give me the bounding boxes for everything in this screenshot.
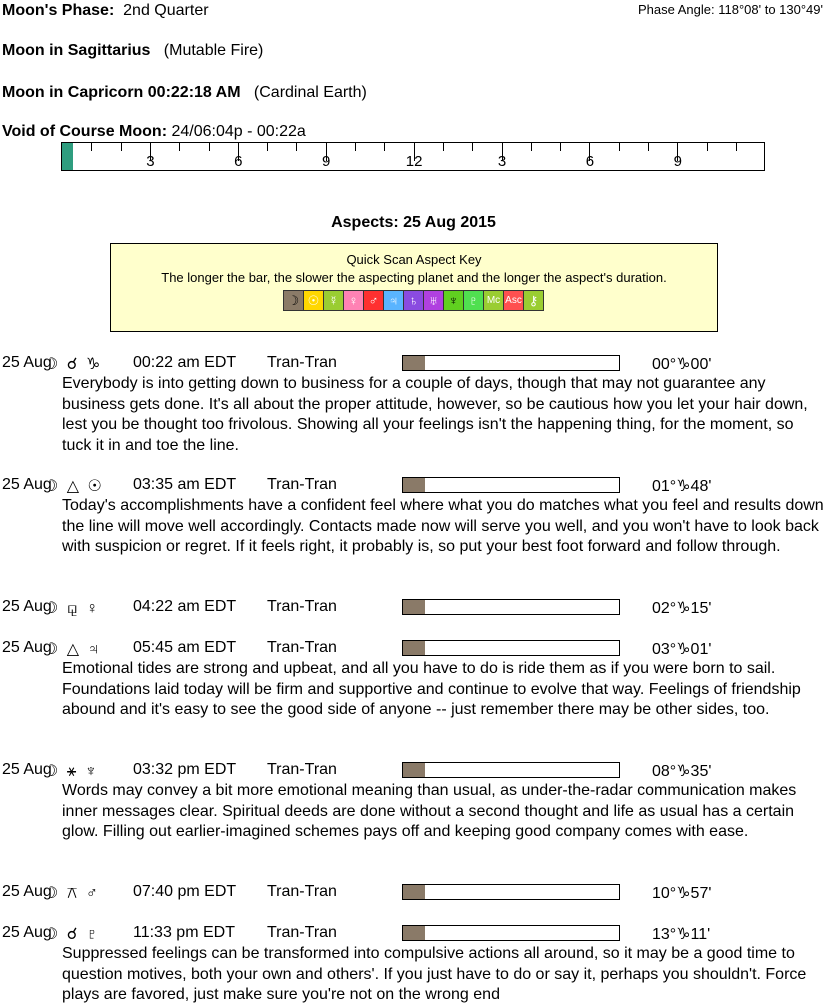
- aspect-duration-bar: [402, 762, 620, 778]
- aspect-interpretation: Suppressed feelings can be transformed into compulsive actions all around, so it may be a good time to question motives, both your own and others'. If you just have to do or say it, perhaps you shouldn't. Force plays are favored, just make sure you're not on the wrong end: [62, 945, 807, 1004]
- aspect-duration-fill: [403, 600, 425, 614]
- aspect-row: [2, 639, 822, 659]
- planet-key-icon: ♇: [463, 290, 484, 311]
- aspect-time: 04:22 am EDT: [133, 598, 237, 615]
- aspect-interpretation: Emotional tides are strong and upbeat, and all you have to do is ride them as if you were born to sail. Foundations laid today will be firm and supportive and continue to evolve that way. Feelings of friendship abound and it's easy to see the good side of anyone -- just remember there may be other sides, too.: [62, 660, 801, 719]
- void-of-course-timeline: [61, 142, 765, 171]
- aspect-duration-fill: [403, 641, 425, 655]
- aspect-type: Tran-Tran: [267, 476, 337, 493]
- timeline-tick: [531, 143, 532, 151]
- timeline-tick: [267, 143, 268, 151]
- timeline-label: 3: [497, 153, 507, 170]
- aspect-glyphs: ☽ ⚻ ♂: [44, 885, 100, 902]
- aspect-duration-bar: [402, 355, 620, 371]
- aspect-glyphs: ☽ ⚹ ♆: [44, 763, 99, 780]
- moon-sign-1-label: Moon in Sagittarius: [2, 42, 151, 59]
- planet-key-icon: Mc: [483, 290, 504, 311]
- planet-key-icon: Asc: [503, 290, 524, 311]
- aspect-glyphs: ☽ ⚼ ♀: [44, 600, 101, 617]
- moon-sign-2-label: Moon in Capricorn 00:22:18 AM: [2, 84, 241, 101]
- aspect-duration-bar: [402, 477, 620, 493]
- aspect-duration-fill: [403, 478, 425, 492]
- timeline-tick: [619, 143, 620, 151]
- moon-sign-line-2: [2, 84, 367, 102]
- aspect-key-title: Quick Scan Aspect Key: [346, 252, 482, 267]
- aspect-row: [2, 476, 822, 496]
- aspect-glyphs: ☽ △ ♃: [44, 641, 102, 658]
- timeline-tick: [355, 143, 356, 151]
- timeline-label: 6: [234, 153, 243, 170]
- aspect-type: Tran-Tran: [267, 761, 337, 778]
- timeline-tick: [121, 143, 122, 151]
- aspect-position: 10°♑57': [652, 885, 712, 902]
- moon-phase-value: 2nd Quarter: [123, 2, 209, 19]
- aspect-time: 03:32 pm EDT: [133, 761, 237, 778]
- aspect-time: 03:35 am EDT: [133, 476, 237, 493]
- timeline-tick: [648, 143, 649, 151]
- aspect-duration-bar: [402, 599, 620, 615]
- aspect-position: 13°♑11': [652, 926, 711, 943]
- aspect-date: 25 Aug: [2, 639, 52, 656]
- aspect-glyphs: ☽ △ ☉: [44, 478, 104, 495]
- aspect-row: [2, 761, 822, 781]
- aspect-interpretation: Today's accomplishments have a confident feel where what you do matches what you feel and results down the line will move well accordingly. Contacts made now will serve you well, and you won't have to look back with suspicion or regret. If it feels right, it probably is, so put your best foot forward and follow through.: [62, 497, 824, 556]
- moon-sign-line-1: [2, 42, 263, 60]
- moon-phase-line: [2, 2, 209, 20]
- aspect-duration-bar: [402, 884, 620, 900]
- aspect-row: [2, 924, 822, 944]
- planet-key-icon: ♃: [383, 290, 404, 311]
- planet-key-icon: ☽: [283, 290, 304, 311]
- timeline-tick: [209, 143, 210, 151]
- aspect-date: 25 Aug: [2, 476, 52, 493]
- planet-key-icon: ♅: [423, 290, 444, 311]
- aspect-type: Tran-Tran: [267, 924, 337, 941]
- planet-key-icon: ♄: [403, 290, 424, 311]
- aspect-date: 25 Aug: [2, 924, 52, 941]
- aspect-type: Tran-Tran: [267, 639, 337, 656]
- aspect-key-icons: [111, 290, 717, 311]
- aspect-glyphs: ☽ ☌ ♇: [44, 926, 100, 943]
- aspect-position: 03°♑01': [652, 641, 712, 658]
- phase-angle: Phase Angle: 118°08' to 130°49': [638, 2, 823, 17]
- aspect-duration-fill: [403, 356, 425, 370]
- aspect-type: Tran-Tran: [267, 598, 337, 615]
- timeline-label: 6: [585, 153, 595, 170]
- timeline-tick: [296, 143, 297, 151]
- moon-sign-2-note: (Cardinal Earth): [253, 84, 367, 101]
- moon-sign-1-note: (Mutable Fire): [163, 42, 264, 59]
- aspect-time: 00:22 am EDT: [133, 354, 237, 371]
- timeline-tick: [707, 143, 708, 151]
- timeline-tick: [91, 143, 92, 151]
- planet-key-icon: ♀: [343, 290, 364, 311]
- aspect-position: 00°♑00': [652, 356, 712, 373]
- aspect-position: 08°♑35': [652, 763, 712, 780]
- aspect-duration-bar: [402, 925, 620, 941]
- aspect-type: Tran-Tran: [267, 883, 337, 900]
- timeline-tick: [384, 143, 385, 151]
- aspects-title: Aspects: 25 Aug 2015: [331, 214, 496, 231]
- aspect-row: [2, 883, 822, 903]
- aspect-time: 11:33 pm EDT: [133, 924, 235, 941]
- timeline-label: 9: [322, 153, 331, 170]
- voc-label: Void of Course Moon:: [2, 123, 168, 140]
- aspect-row: [2, 598, 822, 618]
- timeline-label: 3: [146, 153, 155, 170]
- aspect-position: 02°♑15': [652, 600, 712, 617]
- voc-value: 24/06:04p - 00:22a: [171, 123, 306, 140]
- aspect-duration-bar: [402, 640, 620, 656]
- aspect-date: 25 Aug: [2, 598, 52, 615]
- planet-key-icon: ☉: [303, 290, 324, 311]
- planet-key-icon: ♂: [363, 290, 384, 311]
- aspect-interpretation: Everybody is into getting down to business for a couple of days, though that may not guarantee any business gets done. It's all about the proper attitude, however, so be cautious how you let your hair down, lest you be thought too frivolous. Showing all your feelings isn't the happening thing, for the moment, so tuck it in and toe the line.: [62, 375, 808, 455]
- aspect-date: 25 Aug: [2, 354, 52, 371]
- aspect-duration-fill: [403, 926, 425, 940]
- timeline-label: 12: [405, 153, 423, 170]
- aspect-position: 01°♑48': [652, 478, 712, 495]
- aspect-time: 05:45 am EDT: [133, 639, 237, 656]
- aspect-glyphs: ☽ ☌ ♑: [44, 356, 103, 373]
- timeline-tick: [736, 143, 737, 151]
- planet-key-icon: ☿: [323, 290, 344, 311]
- planet-key-icon: ⚷: [523, 290, 544, 311]
- timeline-tick: [179, 143, 180, 151]
- timeline-tick: [560, 143, 561, 151]
- aspect-date: 25 Aug: [2, 883, 52, 900]
- timeline-tick: [472, 143, 473, 151]
- aspect-time: 07:40 pm EDT: [133, 883, 237, 900]
- aspect-row: [2, 354, 822, 374]
- moon-phase-label: Moon's Phase:: [2, 2, 115, 19]
- planet-key-icon: ♆: [443, 290, 464, 311]
- aspect-key-description: The longer the bar, the slower the aspecting planet and the longer the aspect's duration.: [161, 270, 667, 285]
- void-of-course-fill: [62, 143, 73, 170]
- void-of-course-line: [2, 123, 306, 141]
- aspect-key-box: [110, 243, 718, 332]
- aspect-duration-fill: [403, 763, 425, 777]
- timeline-label: 9: [673, 153, 682, 170]
- aspect-interpretation: Words may convey a bit more emotional meaning than usual, as under-the-radar communication makes inner messages clear. Spiritual deeds are done without a second thought and life as usual has a certain glow. Filling out earlier-imagined schemes pays off and keeping good company comes with ease.: [62, 782, 797, 841]
- aspect-type: Tran-Tran: [267, 354, 337, 371]
- aspect-duration-fill: [403, 885, 425, 899]
- timeline-tick: [443, 143, 444, 151]
- aspect-date: 25 Aug: [2, 761, 52, 778]
